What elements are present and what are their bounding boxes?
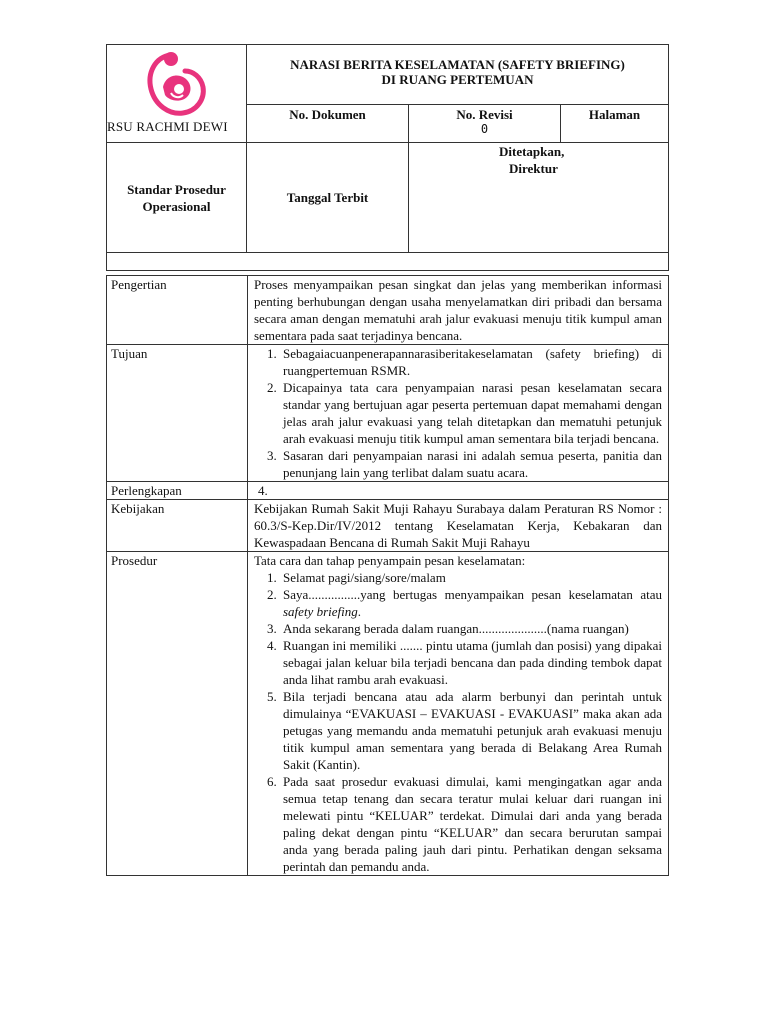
kebijakan-text: Kebijakan Rumah Sakit Muji Rahayu Surabaya dalam Peraturan RS Nomor : 60.3/S-Kep.Dir/IV/2012 tentang Keselamatan Kerja, Kebakaran dan Kewaspadaan Bencana di Rumah Sakit Muji Rahayu — [248, 500, 669, 552]
prosedur-content — [248, 552, 669, 876]
list-item: 6. Pada saat prosedur evakuasi dimulai, kami mengingatkan agar anda semua tetap tenang dan secara teratur mulai keluar dari ruangan ini melewati pintu “KELUAR” terdekat. Dimulai dari anda yang berada paling dekat dengan pintu “KELUAR” dan secara berurutan sampai anda yang berada paling jauh dari pintu. Perhatikan dengan seksama perintah dan pemandu anda. — [280, 773, 662, 875]
row-tujuan — [107, 345, 669, 482]
header-spacer-row — [107, 253, 669, 271]
tujuan-list — [254, 345, 662, 481]
pengertian-label: Pengertian — [107, 276, 248, 345]
list-item-tail: . — [357, 604, 361, 619]
director-label: Direktur — [509, 161, 558, 176]
pengertian-text: Proses menyampaikan pesan singkat dan jelas yang memberikan informasi penting berhubungan dengan usaha menyelamatkan diri pribadi dan bersama secara aman dengan mematuhi arah jalur evakuasi menuju titik kumpul aman sementara pada saat terjadinya bencana. — [248, 276, 669, 345]
prosedur-list — [254, 569, 662, 875]
kebijakan-label: Kebijakan — [107, 500, 248, 552]
tujuan-label: Tujuan — [107, 345, 248, 482]
sop-document — [106, 44, 668, 876]
row-prosedur — [107, 552, 669, 876]
row-perlengkapan — [107, 482, 669, 500]
sop-label: Standar Prosedur Operasional — [107, 143, 247, 253]
hospital-name: RSU RACHMI DEWI — [107, 119, 228, 134]
approval-cell — [409, 143, 669, 253]
list-item: 4. Ruangan ini memiliki ....... pintu utama (jumlah dan posisi) yang dipakai sebagai jalan keluar bila terjadi bencana dan pada dinding tembok dapat anda lihat rambu arah evakuasi. — [280, 637, 662, 688]
list-item: 1. Selamat pagi/siang/sore/malam — [280, 569, 662, 586]
perlengkapan-label: Perlengkapan — [107, 482, 248, 500]
row-pengertian — [107, 276, 669, 345]
issue-date-label: Tanggal Terbit — [247, 143, 409, 253]
list-item-text: Saya................yang bertugas menyampaikan pesan keselamatan atau — [283, 587, 662, 602]
page-label: Halaman — [561, 105, 669, 143]
logo-cell — [107, 45, 247, 143]
revision-label: No. Revisi — [456, 107, 513, 122]
row-kebijakan — [107, 500, 669, 552]
doc-number-label: No. Dokumen — [247, 105, 409, 143]
prosedur-label: Prosedur — [107, 552, 248, 876]
title-line-2: DI RUANG PERTEMUAN — [381, 72, 534, 87]
list-item: 1. Sebagaiacuanpenerapannarasiberitakeselamatan (safety briefing) di ruangpertemuan RSMR. — [280, 345, 662, 379]
revision-value: 0 — [480, 122, 489, 136]
list-item — [280, 586, 662, 620]
title-line-1: NARASI BERITA KESELAMATAN (SAFETY BRIEFING) — [290, 57, 625, 72]
hospital-logo-icon — [141, 49, 211, 121]
list-item: 5. Bila terjadi bencana atau ada alarm berbunyi dan perintah untuk dimulainya “EVAKUASI – EVAKUASI - EVAKUASI” maka akan ada petugas yang memandu anda mematuhi petunjuk arah evakuasi menuju titik kumpul aman sementara yang berada di Belakang Area Rumah Sakit (Kantin). — [280, 688, 662, 773]
list-item: 3. Sasaran dari penyampaian narasi ini adalah semua peserta, panitia dan penunjang lain yang terlibat dalam suatu acara. — [280, 447, 662, 481]
header-table — [106, 44, 669, 271]
prosedur-intro: Tata cara dan tahap penyampain pesan keselamatan: — [254, 553, 526, 568]
content-table — [106, 275, 669, 876]
revision-cell — [409, 105, 561, 143]
list-item: 3. Anda sekarang berada dalam ruangan.....................(nama ruangan) — [280, 620, 662, 637]
tujuan-content — [248, 345, 669, 482]
approved-label: Ditetapkan, — [499, 144, 565, 159]
list-item: 2. Dicapainya tata cara penyampaian narasi pesan keselamatan secara standar yang bertujuan agar peserta pertemuan dapat memahami dengan jelas arah jalur evakuasi yang telah ditetapkan dan mematuhi petunjuk arah evakuasi menuju titik kumpul aman sementara bila terjadi bencana. — [280, 379, 662, 447]
list-item-italic: safety briefing — [283, 604, 358, 619]
perlengkapan-text: 4. — [248, 482, 669, 500]
document-title — [247, 45, 669, 105]
